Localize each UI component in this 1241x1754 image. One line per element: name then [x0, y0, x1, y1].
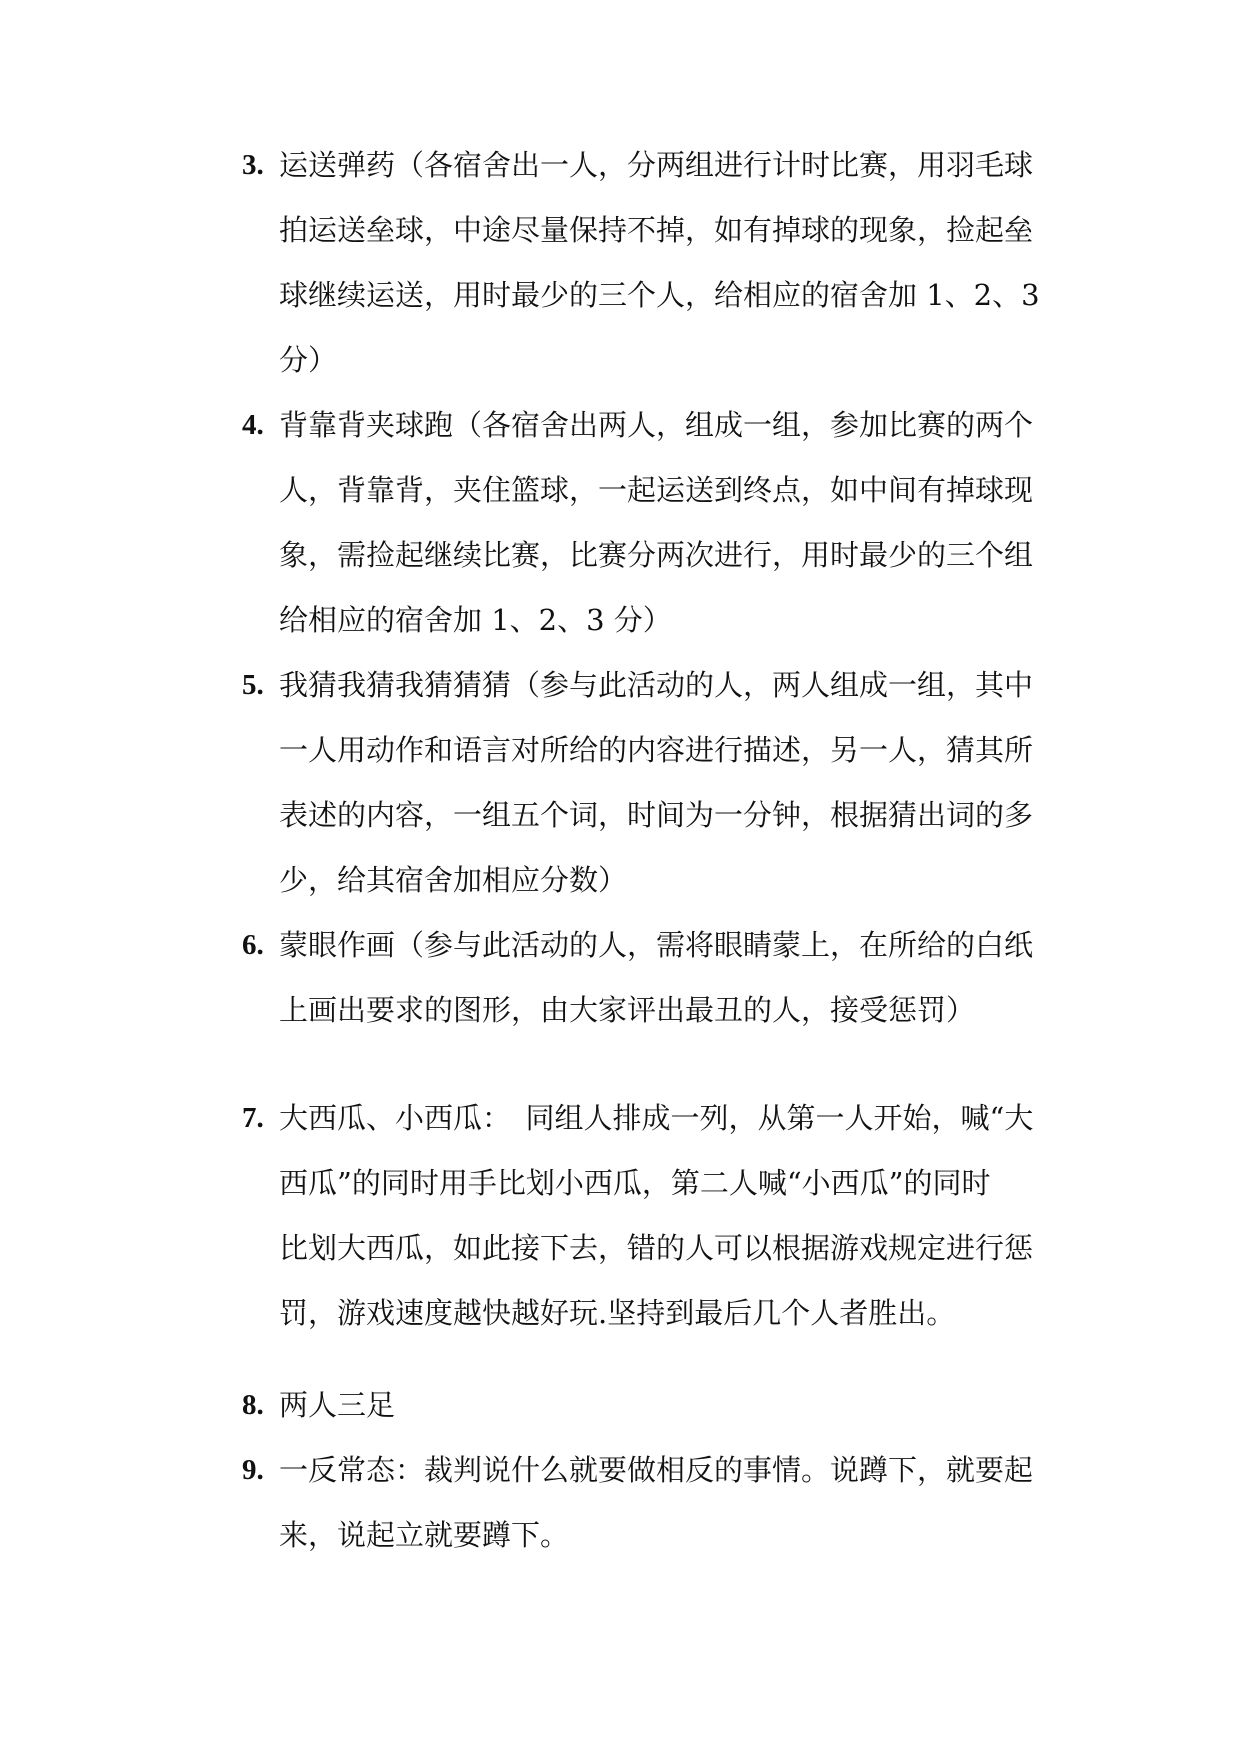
text-line: 运送弹药（各宿舍出一人，分两组进行计时比赛，用羽毛球 [279, 148, 1034, 182]
item-text [279, 393, 1062, 653]
item-number: 6. [242, 929, 264, 961]
item-number: 8. [242, 1389, 264, 1421]
text-line: 来，说起立就要蹲下。 [279, 1518, 570, 1552]
item-text [279, 1086, 1062, 1346]
item-number: 9. [242, 1454, 264, 1486]
item-number: 5. [242, 669, 264, 701]
text-line: 我猜我猜我猜猜猜（参与此活动的人，两人组成一组，其中 [279, 668, 1034, 702]
item-text [279, 1438, 1062, 1568]
item-text [279, 653, 1062, 913]
text-line: 比划大西瓜，如此接下去，错的人可以根据游戏规定进行惩 [279, 1231, 1034, 1265]
text-line: 分） [279, 343, 338, 377]
text-line: 蒙眼作画（参与此活动的人，需将眼睛蒙上，在所给的白纸 [279, 928, 1034, 962]
text-line: 象，需捡起继续比赛，比赛分两次进行，用时最少的三个组 [279, 538, 1034, 572]
item-number: 7. [242, 1102, 264, 1134]
text-line: 大西瓜、小西瓜： 同组人排成一列，从第一人开始，喊“大 [279, 1101, 1034, 1135]
text-line: 罚，游戏速度越快越好玩.坚持到最后几个人者胜出。 [279, 1296, 956, 1330]
text-line: 表述的内容，一组五个词，时间为一分钟，根据猜出词的多 [279, 798, 1034, 832]
text-line: 两人三足 [279, 1388, 396, 1422]
text-line: 一人用动作和语言对所给的内容进行描述，另一人，猜其所 [279, 733, 1034, 767]
text-line: 球继续运送，用时最少的三个人，给相应的宿舍加 1、2、3 [279, 278, 1040, 312]
text-line: 人，背靠背，夹住篮球，一起运送到终点，如中间有掉球现 [279, 473, 1034, 507]
text-line: 西瓜”的同时用手比划小西瓜，第二人喊“小西瓜”的同时 [279, 1166, 991, 1200]
text-line: 一反常态：裁判说什么就要做相反的事情。说蹲下，就要起 [279, 1453, 1034, 1487]
item-text [279, 133, 1062, 393]
item-text [279, 1373, 1062, 1438]
item-text [279, 913, 1062, 1043]
text-line: 少，给其宿舍加相应分数） [279, 863, 628, 897]
text-line: 给相应的宿舍加 1、2、3 分） [279, 603, 672, 637]
text-line: 上画出要求的图形，由大家评出最丑的人，接受惩罚） [279, 993, 976, 1027]
text-line: 拍运送垒球，中途尽量保持不掉，如有掉球的现象，捡起垒 [279, 213, 1034, 247]
text-line: 背靠背夹球跑（各宿舍出两人，组成一组，参加比赛的两个 [279, 408, 1034, 442]
item-number: 3. [242, 149, 264, 181]
item-number: 4. [242, 409, 264, 441]
